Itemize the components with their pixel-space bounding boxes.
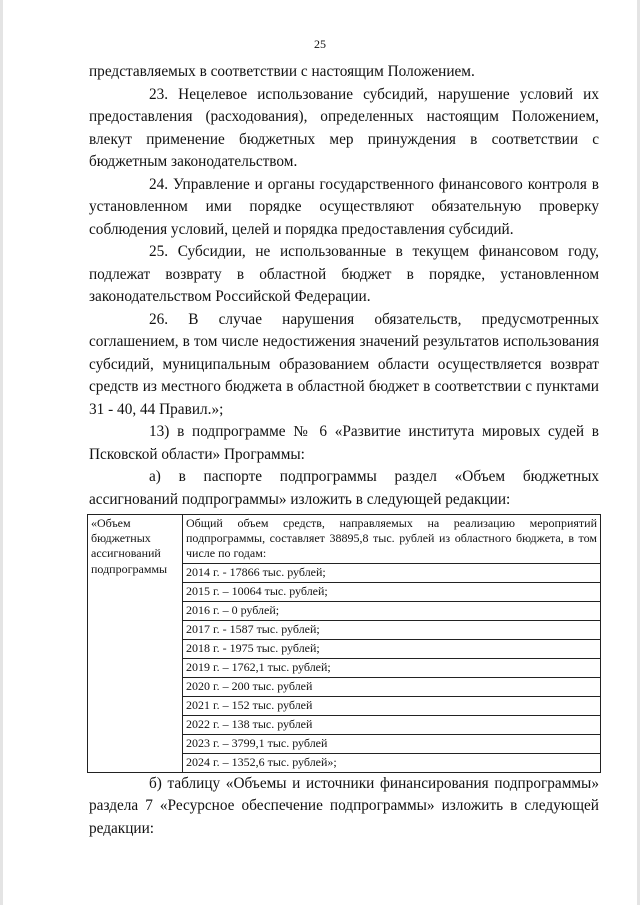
year-row: 2024 г. – 1352,6 тыс. рублей»; [186,754,337,769]
paragraph-26: 26. В случае нарушения обязательств, предусмотренных соглашением, в том числе недостижения значений результатов использования субсидий, муниципальным образованием области осуществляется возврат средств из местного бюджета в областной бюджет в соответствии с пунктами 31 - 40, 44 Правил.»; [89,310,599,418]
year-row: 2016 г. – 0 рублей; [183,602,600,621]
paragraph-24: 24. Управление и органы государственного финансового контроля в установленном ими порядке осуществляют обязательную проверку соблюдения условий, целей и порядка предоставления субсидий. [89,175,599,238]
year-row: 2022 г. – 138 тыс. рублей [183,716,600,735]
paragraph-continuation: представляемых в соответствии с настоящим Положением. [89,63,475,80]
document-body [89,61,599,840]
paragraph-23: 23. Нецелевое использование субсидий, нарушение условий их предоставления (расходования), определенных настоящим Положением, влекут применение бюджетных мер принуждения в соответствии с бюджетным законодательством. [89,85,599,170]
year-row: 2018 г. - 1975 тыс. рублей; [183,640,600,659]
year-row: 2020 г. – 200 тыс. рублей [183,678,600,697]
year-row: 2019 г. – 1762,1 тыс. рублей; [183,659,600,678]
year-row: 2021 г. – 152 тыс. рублей [183,697,600,716]
year-row: 2015 г. – 10064 тыс. рублей; [183,583,600,602]
table-row [88,515,601,773]
table-summary: Общий объем средств, направляемых на реализацию мероприятий подпрограммы, составляет 38895,8 тыс. рублей из областного бюджета, в том числе по годам: [183,515,600,564]
year-row: 2014 г. - 17866 тыс. рублей; [183,564,600,583]
paragraph-25: 25. Субсидии, не использованные в текущем финансовом году, подлежат возврату в областной бюджет в порядке, установленном законодательством Российской Федерации. [89,243,599,305]
paragraph-item-13: 13) в подпрограмме № 6 «Развитие института мировых судей в Псковской области» Программы: [89,423,599,463]
page-number: 25 [314,37,326,51]
year-row: 2023 г. – 3799,1 тыс. рублей [183,735,600,754]
table-left-cell: «Объем бюджетных ассигнований подпрограммы [88,515,183,773]
year-row: 2017 г. - 1587 тыс. рублей; [183,621,600,640]
paragraph-item-b: б) таблицу «Объемы и источники финансирования подпрограммы» раздела 7 «Ресурсное обеспечение подпрограммы» изложить в следующей редакции: [89,774,599,837]
budget-table [87,514,601,773]
table-right-cell [183,515,601,773]
paragraph-item-a: а) в паспорте подпрограммы раздел «Объем бюджетных ассигнований подпрограммы» изложить в следующей редакции: [89,468,599,508]
